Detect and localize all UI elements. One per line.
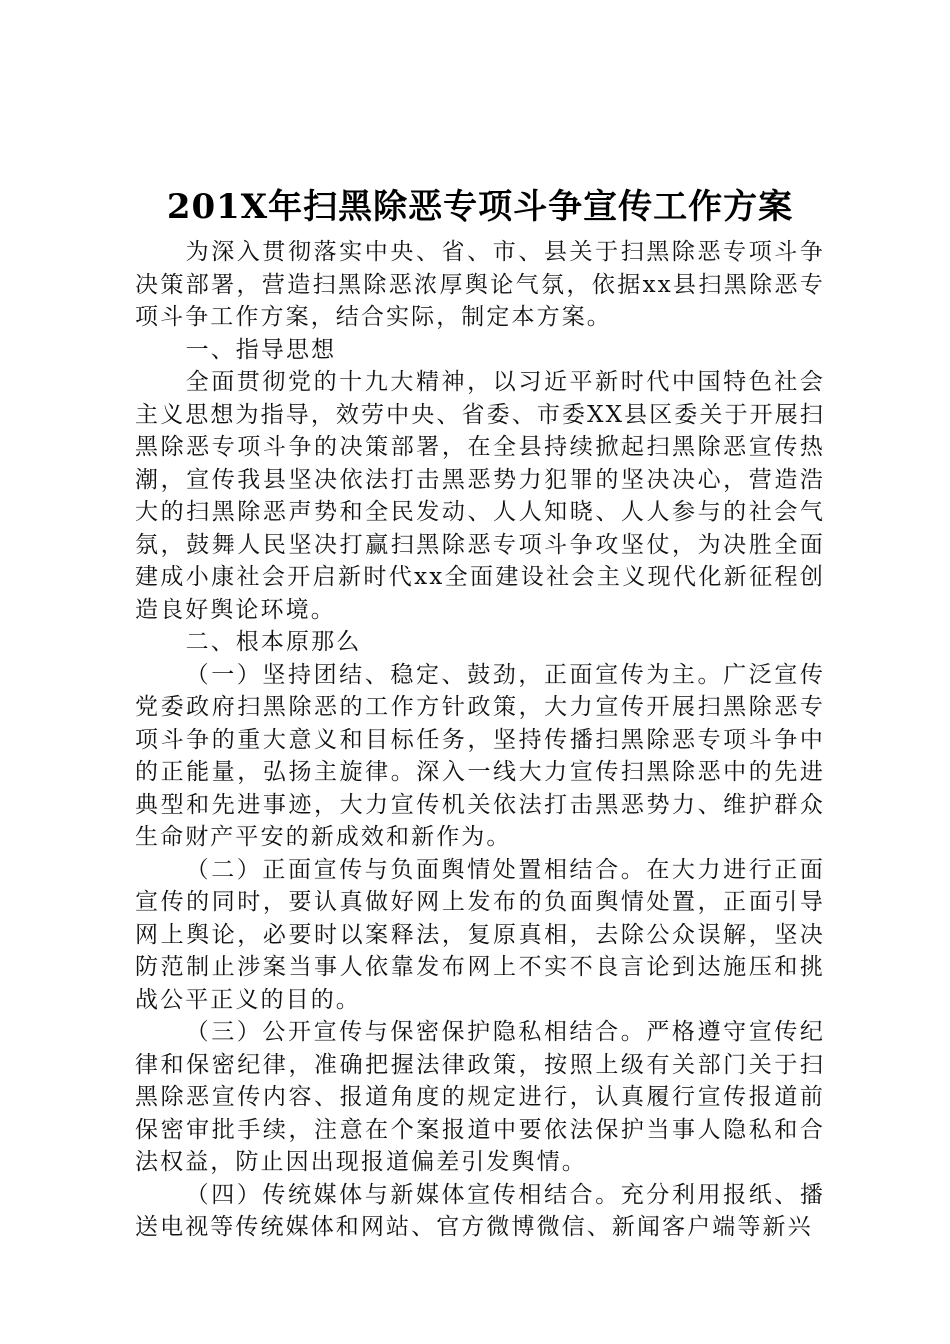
principle-paragraph-2: （二）正面宣传与负面舆情处置相结合。在大力进行正面宣传的同时，要认真做好网上发布的负面舆情处置，正面引导网上舆论，必要时以案释法，复原真相，去除公众误解，坚决防范制止涉案当事人依靠发布网上不实不良言论到达施压和挑战公平正义的目的。	[135, 856, 825, 1013]
principle-paragraph-4: （四）传统媒体与新媒体宣传相结合。充分利用报纸、播送电视等传统媒体和网站、官方微博微信、新闻客户端等新兴	[135, 1181, 825, 1240]
section-heading-guiding-ideology: 一、指导思想	[185, 336, 337, 363]
intro-paragraph: 为深入贯彻落实中央、省、市、县关于扫黑除恶专项斗争决策部署，营造扫黑除恶浓厚舆论气氛，依据xx县扫黑除恶专项斗争工作方案，结合实际，制定本方案。	[135, 239, 825, 330]
guiding-ideology-paragraph: 全面贯彻党的十九大精神，以习近平新时代中国特色社会主义思想为指导，效劳中央、省委、市委XX县区委关于开展扫黑除恶专项斗争的决策部署，在全县持续掀起扫黑除恶宣传热潮，宣传我县坚决依法打击黑恶势力犯罪的坚决决心，营造浩大的扫黑除恶声势和全民发动、人人知晓、人人参与的社会气氛，鼓舞人民坚决打赢扫黑除恶专项斗争攻坚仗，为决胜全面建成小康社会开启新时代xx全面建设社会主义现代化新征程创造良好舆论环境。	[135, 369, 825, 623]
principle-paragraph-1: （一）坚持团结、稳定、鼓劲，正面宣传为主。广泛宣传党委政府扫黑除恶的工作方针政策，大力宣传开展扫黑除恶专项斗争的重大意义和目标任务，坚持传播扫黑除恶专项斗争中的正能量，弘扬主旋律。深入一线大力宣传扫黑除恶中的先进典型和先进事迹，大力宣传机关依法打击黑恶势力、维护群众生命财产平安的新成效和新作为。	[135, 661, 825, 850]
principle-paragraph-3: （三）公开宣传与保密保护隐私相结合。严格遵守宣传纪律和保密纪律，准确把握法律政策，按照上级有关部门关于扫黑除恶宣传内容、报道角度的规定进行，认真履行宣传报道前保密审批手续，注意在个案报道中要依法保护当事人隐私和合法权益，防止因出现报道偏差引发舆情。	[135, 1019, 825, 1175]
document-title: 201X年扫黑除恶专项斗争宣传工作方案	[166, 187, 794, 227]
document-body	[135, 182, 825, 1244]
section-heading-basic-principles: 二、根本原那么	[185, 629, 362, 655]
